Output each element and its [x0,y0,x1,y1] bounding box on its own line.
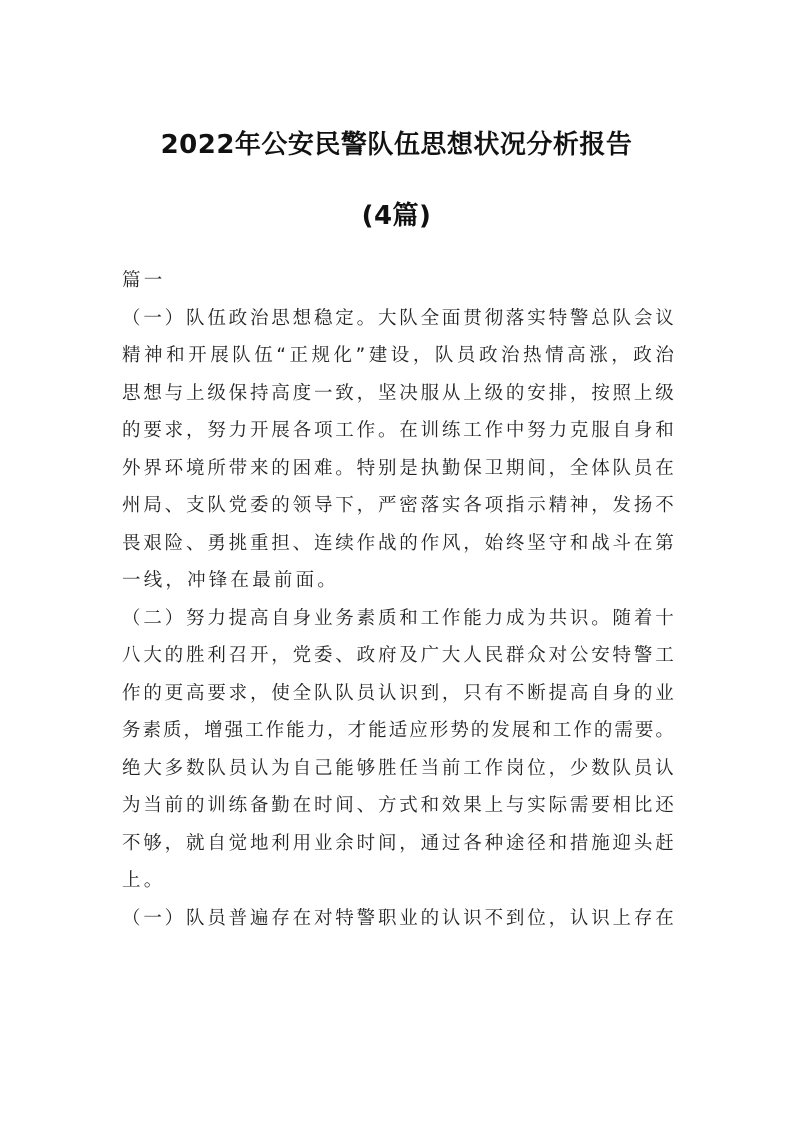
text-line: 上。 [122,870,166,891]
text-line: 一线，冲锋在最前面。 [122,570,340,591]
text-line: （ 一 ） 队 员 普 遍 存 在 对 特 警 职 业 的 认 识 不 到 位 ， 认 识 上 存 在 [122,907,674,929]
document-title: 2022年公安民警队伍思想状况分析报告 [160,130,633,160]
text-line: 的 要 求 ， 努 力 开 展 各 项 工 作 。 在 训 练 工 作 中 努 力 克 服 自 身 和 [122,420,674,441]
text-line: 外 界 环 境 所 带 来 的 困 难 。 特 别 是 执 勤 保 卫 期 间 ， 全 体 队 员 在 [122,457,674,479]
document-title-count: (4篇) [361,201,432,231]
text-line: 绝 大 多 数 队 员 认 为 自 己 能 够 胜 任 当 前 工 作 岗 位 ， 少 数 队 员 认 [122,757,674,779]
text-line: 畏 艰 险 、 勇 挑 重 担 、 连 续 作 战 的 作 风 ， 始 终 坚 守 和 战 斗 在 第 [122,532,674,554]
text-line: 作 的 更 高 要 求 ， 使 全 队 队 员 认 识 到 ， 只 有 不 断 提 高 自 身 的 业 [122,682,674,704]
text-line: 思 想 与 上 级 保 持 高 度 一 致 ， 坚 决 服 从 上 级 的 安 排 ， 按 照 上 级 [122,382,674,404]
text-line: 为 当 前 的 训 练 备 勤 在 时 间 、 方 式 和 效 果 上 与 实 际 需 要 相 比 还 [122,795,674,816]
text-line: 不 够 ， 就 自 觉 地 利 用 业 余 时 间 ， 通 过 各 种 途 径 和 措 施 迎 头 赶 [122,832,674,854]
text-line: 篇一 [122,270,166,291]
text-line: 精 神 和 开 展 队 伍 “ 正 规 化 ” 建 设 ， 队 员 政 治 热 情 高 涨 ， 政 治 [122,345,674,366]
text-line: （ 二 ） 努 力 提 高 自 身 业 务 素 质 和 工 作 能 力 成 为 共 识 。 随 着 十 [122,607,674,629]
text-line: 务 素 质 ， 增 强 工 作 能 力 ， 才 能 适 应 形 势 的 发 展 和 工 作 的 需 要 。 [122,720,674,741]
text-line: （ 一 ） 队 伍 政 治 思 想 稳 定 。 大 队 全 面 贯 彻 落 实 特 警 总 队 会 议 [122,307,674,329]
text-line: 州 局 、 支 队 党 委 的 领 导 下 ， 严 密 落 实 各 项 指 示 精 神 ， 发 扬 不 [122,495,674,516]
text-line: 八 大 的 胜 利 召 开 ， 党 委 、 政 府 及 广 大 人 民 群 众 对 公 安 特 警 工 [122,645,674,666]
